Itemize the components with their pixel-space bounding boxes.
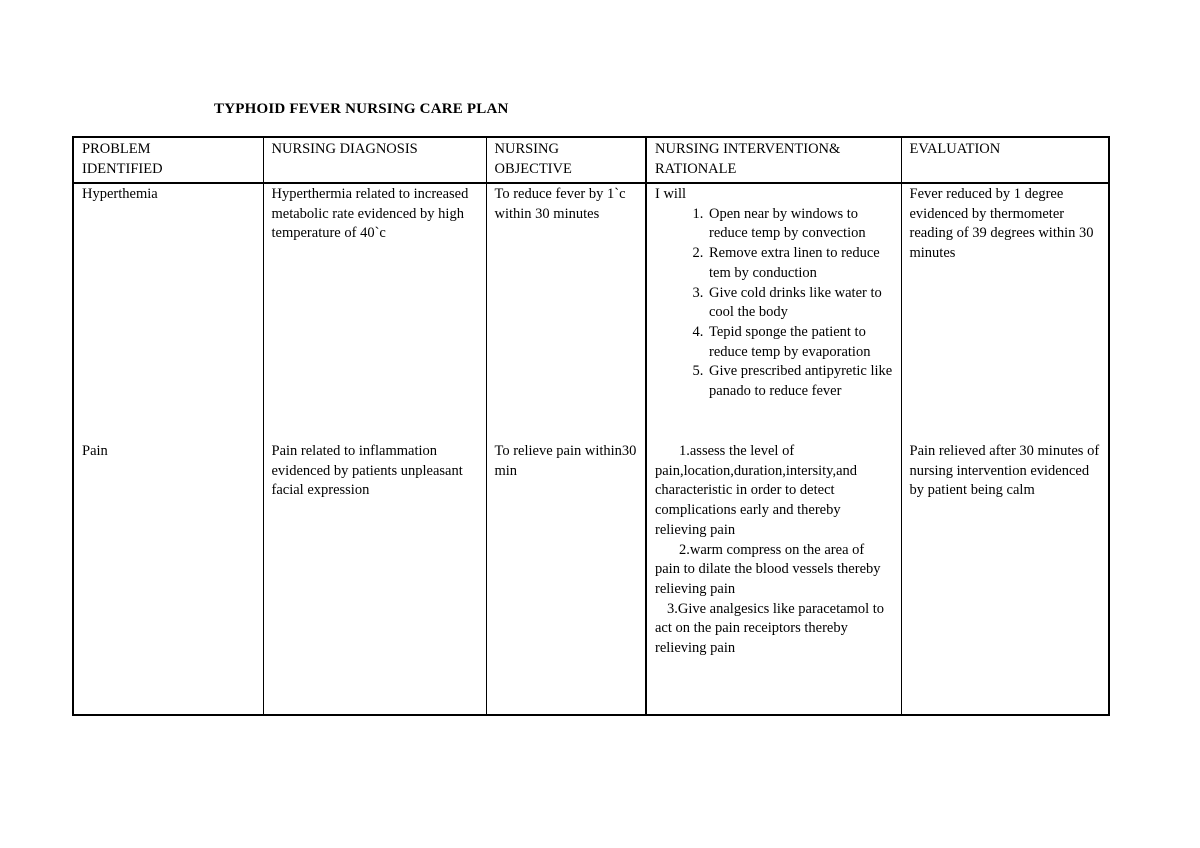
cell-intervention xyxy=(646,440,901,715)
cell-problem: Pain xyxy=(73,440,263,715)
header-diagnosis xyxy=(263,137,486,183)
header-evaluation-label: EVALUATION xyxy=(909,141,1001,157)
cell-evaluation: Fever reduced by 1 degree evidenced by thermometer reading of 39 degrees within 30 minutes xyxy=(901,183,1109,440)
cell-diagnosis: Pain related to inflammation evidenced by patients unpleasant facial expression xyxy=(263,440,486,715)
cell-objective: To reduce fever by 1`c within 30 minutes xyxy=(486,183,646,440)
list-item: 4. Tepid sponge the patient to reduce temp by evaporation xyxy=(707,323,893,362)
list-item: 2. Remove extra linen to reduce tem by conduction xyxy=(707,244,893,283)
list-item: 1. Open near by windows to reduce temp by convection xyxy=(707,205,893,244)
cell-problem: Hyperthemia xyxy=(73,183,263,440)
header-evaluation xyxy=(901,137,1109,183)
table-row xyxy=(73,183,1109,440)
header-diagnosis-label: NURSING DIAGNOSIS xyxy=(271,141,418,157)
cell-objective: To relieve pain within30 min xyxy=(486,440,646,715)
intervention-paragraph: 2.warm compress on the area of pain to dilate the blood vessels thereby relieving pain xyxy=(655,541,881,597)
list-item: 3. Give cold drinks like water to cool the body xyxy=(707,284,893,323)
intervention-paragraph: 1.assess the level of pain,location,duration,intersity,and characteristic in order to detect complications early and thereby relieving pain xyxy=(655,443,858,538)
cell-intervention xyxy=(646,183,901,440)
header-intervention xyxy=(646,137,901,183)
cell-diagnosis: Hyperthermia related to increased metabolic rate evidenced by high temperature of 40`c xyxy=(263,183,486,440)
cell-evaluation: Pain relieved after 30 minutes of nursing intervention evidenced by patient being calm xyxy=(901,440,1109,715)
header-intervention-label: NURSING INTERVENTION& RATIONALE xyxy=(655,141,841,177)
table-row xyxy=(73,440,1109,715)
header-objective-label: NURSING OBJECTIVE xyxy=(494,141,572,177)
header-problem-label: PROBLEM IDENTIFIED xyxy=(82,141,163,177)
intervention-list xyxy=(655,205,893,402)
header-problem xyxy=(73,137,263,183)
list-item: 5. Give prescribed antipyretic like panado to reduce fever xyxy=(707,362,893,401)
header-objective xyxy=(486,137,646,183)
intervention-paragraph: 3.Give analgesics like paracetamol to act on the pain receiptors thereby relieving pain xyxy=(655,600,885,657)
care-plan-table xyxy=(72,136,1110,716)
intervention-intro: I will xyxy=(655,186,687,202)
table-header-row xyxy=(73,137,1109,183)
document-title: TYPHOID FEVER NURSING CARE PLAN xyxy=(214,101,509,117)
